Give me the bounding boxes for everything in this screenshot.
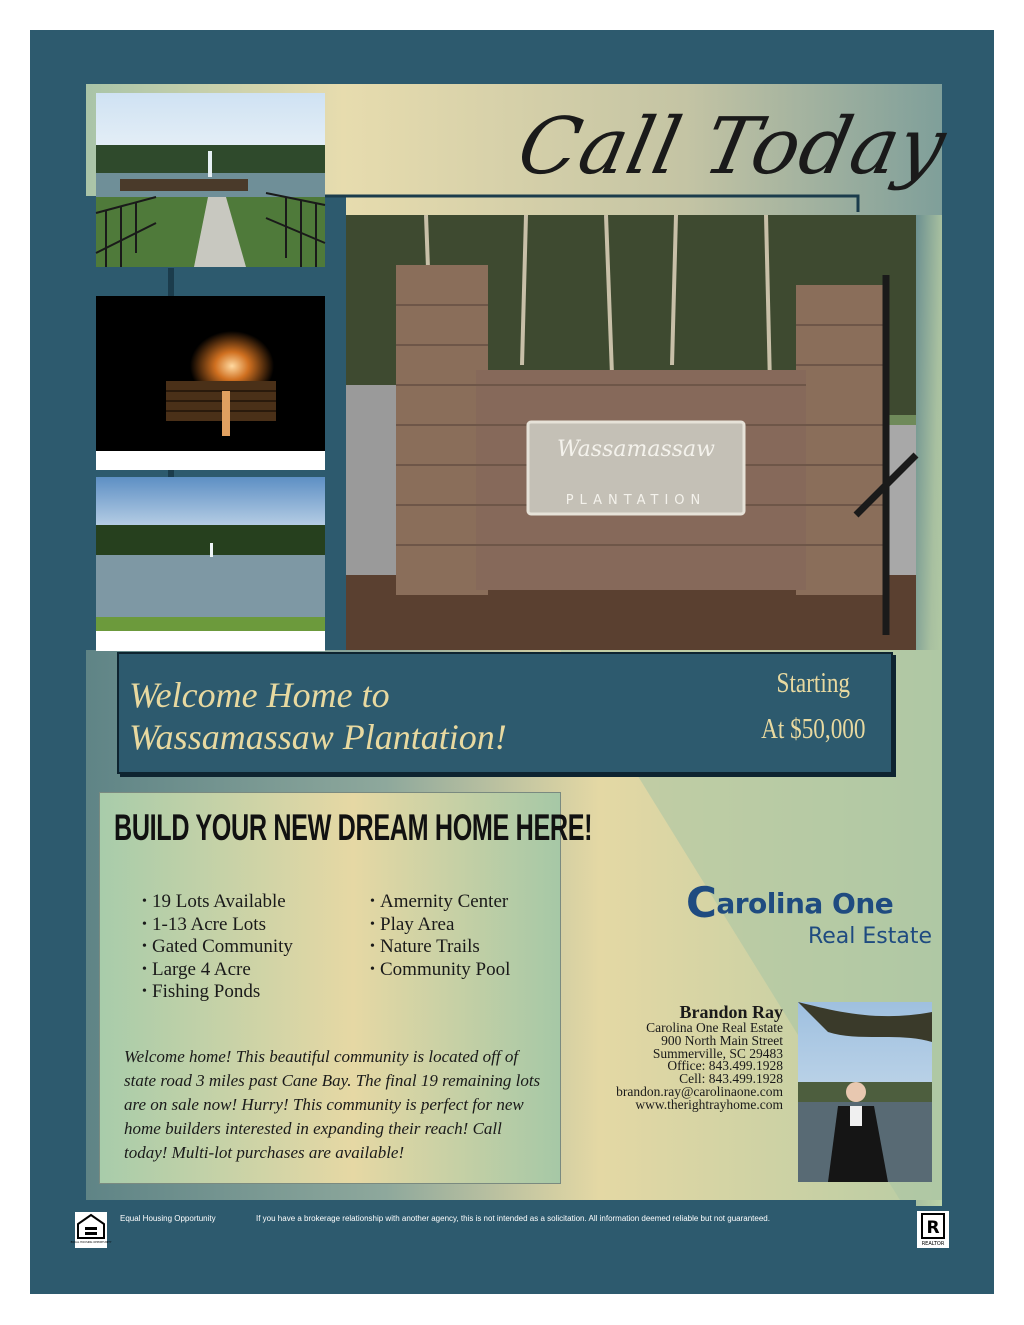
feature-item: • Nature Trails: [370, 936, 510, 959]
logo-subtitle: Real Estate: [807, 924, 932, 949]
welcome-heading: [129, 674, 507, 758]
feature-item: • 1-13 Acre Lots: [142, 914, 293, 937]
agent-email[interactable]: brandon.ray@carolinaone.com: [616, 1083, 783, 1099]
agent-name: Brandon Ray: [679, 1002, 783, 1022]
logo-wordmark: [686, 878, 936, 927]
eho-badge-text: EQUAL HOUSING OPPORTUNITY: [70, 1241, 112, 1244]
welcome-banner: [117, 652, 893, 774]
feature-item: • Amernity Center: [370, 891, 510, 914]
realtor-mark: R: [926, 1218, 940, 1238]
welcome-line-1: Welcome Home to: [129, 675, 390, 715]
feature-item: • Community Pool: [370, 959, 510, 982]
agent-cell-phone: Cell: 843.499.1928: [679, 1071, 783, 1087]
entrance-sign-photo: [346, 215, 916, 650]
call-today-heading: Call Today: [510, 102, 954, 192]
features-list-left: [142, 891, 293, 1004]
agent-photo: [798, 1002, 932, 1182]
realtor-icon: [917, 1211, 949, 1248]
agent-contact-block: [616, 1002, 783, 1112]
sign-name: Wassamassaw: [556, 437, 716, 462]
night-fountain-photo: [96, 296, 325, 470]
connector-bar-1: [168, 268, 174, 296]
logo-c-mark: C: [686, 878, 717, 927]
starting-price: At $50,000: [760, 713, 865, 745]
sign-subtitle: PLANTATION: [565, 493, 707, 508]
features-list-right: [370, 891, 510, 981]
logo-main-text: arolina One: [716, 887, 894, 920]
feature-item-continued: • Fishing Ponds: [142, 981, 293, 1004]
starting-label: Starting: [776, 667, 850, 699]
agent-website[interactable]: www.therightrayhome.com: [635, 1096, 783, 1112]
community-description: Welcome home! This beautiful community is located off of state road 3 miles past Cane Bay. The final 19 remaining lots are on sale now! Hurry! This community is perfect for new home builders interested in expanding their reach! Call today! Multi-lot purchases are available!: [124, 1047, 541, 1162]
dock-fountain-photo: [96, 93, 325, 267]
disclaimer-text: If you have a brokerage relationship with another agency, this is not intended as a solicitation. All information deemed reliable but not guaranteed.: [256, 1214, 770, 1223]
feature-item: • 19 Lots Available: [142, 891, 293, 914]
welcome-line-2: Wassamassaw Plantation!: [129, 717, 507, 757]
features-title: BUILD YOUR NEW DREAM HOME HERE!: [114, 807, 593, 848]
realtor-badge-text: REALTOR: [921, 1241, 945, 1247]
feature-item: • Gated Community: [142, 936, 293, 959]
equal-housing-text: Equal Housing Opportunity: [120, 1214, 216, 1223]
agent-office-phone: Office: 843.499.1928: [667, 1058, 783, 1074]
equal-housing-icon: [70, 1212, 112, 1248]
features-panel: [99, 792, 593, 1184]
agent-company: Carolina One Real Estate: [646, 1020, 783, 1035]
pond-photo: [96, 477, 325, 651]
carolina-one-logo: [686, 878, 936, 949]
agent-city: Summerville, SC 29483: [652, 1045, 783, 1061]
feature-item: • Large 4 Acre: [142, 959, 293, 982]
agent-street: 900 North Main Street: [661, 1032, 783, 1048]
feature-item: • Play Area: [370, 914, 510, 937]
price-callout: [761, 660, 865, 752]
